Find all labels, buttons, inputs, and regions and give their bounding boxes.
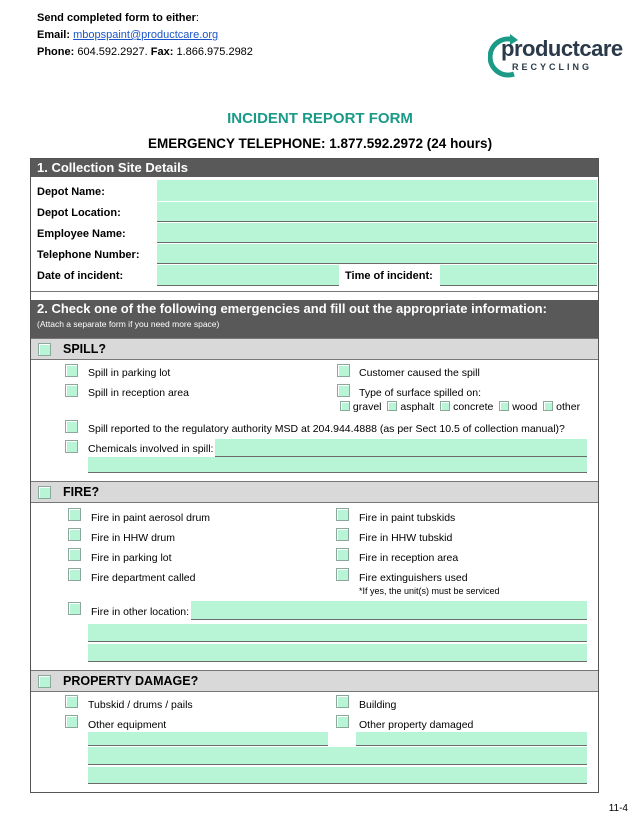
depot-name-field[interactable] xyxy=(157,180,597,201)
fax-number: 1.866.975.2982 xyxy=(176,46,253,58)
email-label: Email: xyxy=(37,29,71,41)
phone-label: Phone: xyxy=(37,46,75,58)
extinguisher-note: *If yes, the unit(s) must be serviced xyxy=(359,586,500,596)
fire-extinguishers-label: Fire extinguishers used xyxy=(359,572,468,584)
fire-hhw-drum-checkbox[interactable] xyxy=(68,528,81,541)
chemicals-checkbox[interactable] xyxy=(65,440,78,453)
telephone-number-field[interactable] xyxy=(157,244,597,264)
other-property-checkbox[interactable] xyxy=(336,715,349,728)
contact-block: Send completed form to either: Email: mbopspaint@productcare.org Phone: 604.592.2927. Fax: 1.866.975.2982 xyxy=(37,12,253,58)
customer-caused-checkbox[interactable] xyxy=(337,364,350,377)
other-surface-checkbox[interactable] xyxy=(543,401,553,411)
fire-hhw-drum-label: Fire in HHW drum xyxy=(91,532,176,544)
building-checkbox[interactable] xyxy=(336,695,349,708)
section-divider xyxy=(31,291,598,292)
fire-hhw-tubskid-checkbox[interactable] xyxy=(336,528,349,541)
spill-section-header xyxy=(31,338,598,360)
surface-type-checkbox[interactable] xyxy=(337,384,350,397)
spill-reception-label: Spill in reception area xyxy=(88,387,189,399)
fire-aerosol-drum-label: Fire in paint aerosol drum xyxy=(91,512,211,524)
fire-checkbox[interactable] xyxy=(38,486,51,499)
date-of-incident-field[interactable] xyxy=(157,265,339,286)
email-link[interactable]: mbopspaint@productcare.org xyxy=(73,29,219,41)
fire-parking-lot-checkbox[interactable] xyxy=(68,548,81,561)
building-label: Building xyxy=(359,699,397,711)
concrete-label: concrete xyxy=(453,401,494,413)
chemicals-label: Chemicals involved in spill: xyxy=(88,443,214,455)
surface-type-label: Type of surface spilled on: xyxy=(359,387,481,399)
spill-checkbox[interactable] xyxy=(38,343,51,356)
asphalt-checkbox[interactable] xyxy=(387,401,397,411)
fire-other-location-field-line3[interactable] xyxy=(88,644,587,662)
chemicals-field[interactable] xyxy=(215,439,587,457)
fire-other-location-field-line2[interactable] xyxy=(88,624,587,642)
spill-reported-checkbox[interactable] xyxy=(65,420,78,433)
telephone-number-label: Telephone Number: xyxy=(37,249,140,261)
contact-intro: Send completed form to either xyxy=(37,12,196,24)
property-damage-title: PROPERTY DAMAGE? xyxy=(63,674,199,688)
fire-other-location-checkbox[interactable] xyxy=(68,602,81,615)
gravel-label: gravel xyxy=(352,401,382,413)
property-damage-field-line3[interactable] xyxy=(88,767,587,784)
other-equipment-checkbox[interactable] xyxy=(65,715,78,728)
tubskid-drums-label: Tubskid / drums / pails xyxy=(88,699,193,711)
chemicals-field-line2[interactable] xyxy=(88,457,587,473)
fire-paint-tubskids-checkbox[interactable] xyxy=(336,508,349,521)
fire-other-location-field[interactable] xyxy=(191,601,587,620)
productcare-logo xyxy=(488,32,623,82)
other-equipment-label: Other equipment xyxy=(88,719,167,731)
concrete-checkbox[interactable] xyxy=(440,401,450,411)
date-of-incident-label: Date of incident: xyxy=(37,270,124,282)
fire-section-header xyxy=(31,481,598,503)
fire-parking-lot-label: Fire in parking lot xyxy=(91,552,172,564)
spill-parking-lot-checkbox[interactable] xyxy=(65,364,78,377)
fire-department-checkbox[interactable] xyxy=(68,568,81,581)
fire-other-location-label: Fire in other location: xyxy=(91,606,190,618)
tubskid-drums-checkbox[interactable] xyxy=(65,695,78,708)
other-property-label: Other property damaged xyxy=(359,719,474,731)
page-number: 11-4 xyxy=(608,803,628,814)
gravel-checkbox[interactable] xyxy=(340,401,350,411)
spill-title: SPILL? xyxy=(63,342,107,356)
other-equipment-field[interactable] xyxy=(88,732,328,746)
logo-wordmark: productcare xyxy=(501,36,623,61)
section2-note: (Attach a separate form if you need more space) xyxy=(37,319,220,329)
property-damage-checkbox[interactable] xyxy=(38,675,51,688)
emergency-telephone: EMERGENCY TELEPHONE: 1.877.592.2972 (24 hours) xyxy=(147,136,493,151)
fire-aerosol-drum-checkbox[interactable] xyxy=(68,508,81,521)
property-damage-section-header xyxy=(31,670,598,692)
phone-number: 604.592.2927. xyxy=(77,46,148,58)
logo-subtitle: RECYCLING xyxy=(512,62,593,72)
fax-label: Fax: xyxy=(150,46,174,58)
asphalt-label: asphalt xyxy=(400,401,435,413)
fire-title: FIRE? xyxy=(63,485,100,499)
section2-header xyxy=(31,300,598,338)
fire-department-label: Fire department called xyxy=(91,572,196,584)
wood-label: wood xyxy=(512,401,538,413)
spill-reported-label: Spill reported to the regulatory authority MSD at 204.944.4888 (as per Sect 10.5 of collection manual)? xyxy=(88,423,565,435)
depot-name-label: Depot Name: xyxy=(37,186,105,198)
fire-reception-checkbox[interactable] xyxy=(336,548,349,561)
wood-checkbox[interactable] xyxy=(499,401,509,411)
employee-name-field[interactable] xyxy=(157,223,597,243)
employee-name-label: Employee Name: xyxy=(37,228,126,240)
time-of-incident-field[interactable] xyxy=(440,265,597,286)
fire-hhw-tubskid-label: Fire in HHW tubskid xyxy=(359,532,453,544)
property-damage-field-line2[interactable] xyxy=(88,747,587,765)
fire-paint-tubskids-label: Fire in paint tubskids xyxy=(359,512,456,524)
customer-caused-label: Customer caused the spill xyxy=(359,367,480,379)
form-title: INCIDENT REPORT FORM xyxy=(227,110,413,127)
depot-location-label: Depot Location: xyxy=(37,207,121,219)
section1-header: 1. Collection Site Details xyxy=(31,159,598,177)
surface-options xyxy=(340,401,580,413)
time-of-incident-label: Time of incident: xyxy=(345,270,433,282)
spill-reception-checkbox[interactable] xyxy=(65,384,78,397)
fire-extinguishers-checkbox[interactable] xyxy=(336,568,349,581)
fire-reception-label: Fire in reception area xyxy=(359,552,459,564)
depot-location-field[interactable] xyxy=(157,202,597,222)
other-surface-label: other xyxy=(556,401,581,413)
section2-title: 2. Check one of the following emergencies and fill out the appropriate information: xyxy=(37,301,547,316)
spill-parking-lot-label: Spill in parking lot xyxy=(88,367,171,379)
other-property-field[interactable] xyxy=(356,732,587,746)
